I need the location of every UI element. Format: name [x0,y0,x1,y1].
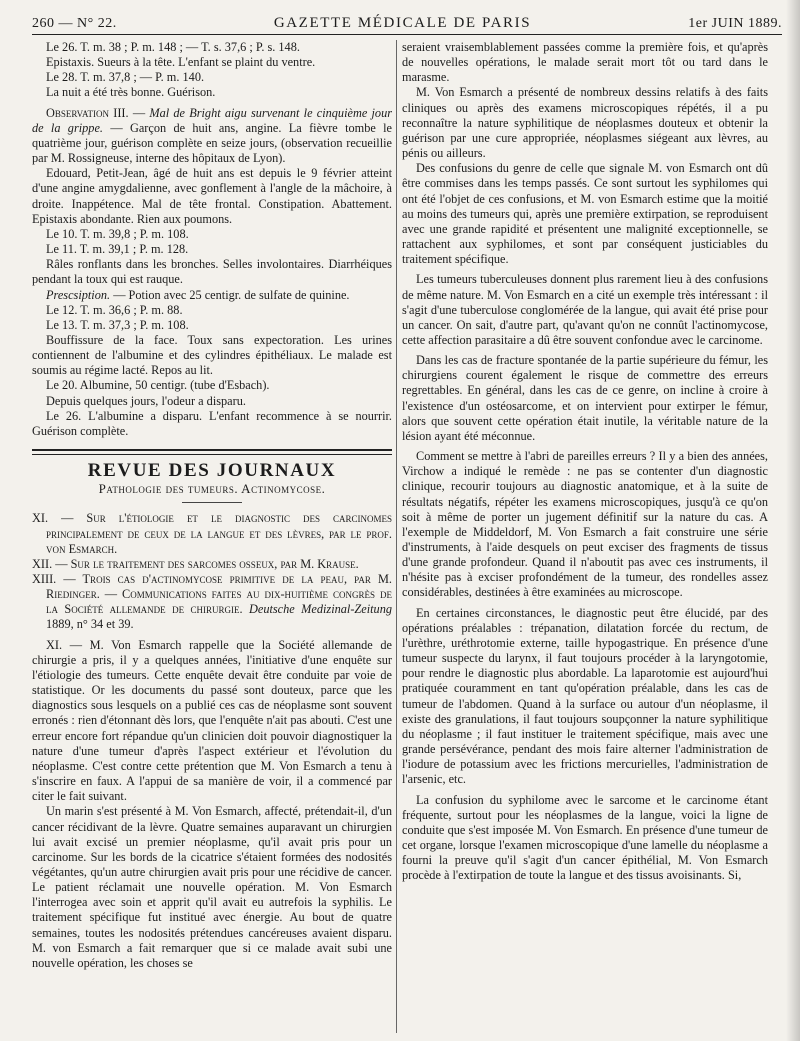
paragraph: Un marin s'est présenté à M. Von Esmarch, affecté, prétendait-il, d'un cancer récidivant de la lèvre. Quatre semaines auparavant un chirurgien lui avait excisé un premier néoplasme, qu'il avait pris pour un carcinome. Sur les bords de la cicatrice s'étaient formées des nodosités végétantes, qu'un autre chirurgien avait pris pour une récidive de cancer. Le patient réclamait une nouvelle opération. M. Von Esmarch l'interrogea avec soin et apprit qu'il avait eu autrefois la syphilis. Le traitement spécifique fut institué avec énergie. Au bout de quatre semaines, toutes les nodosités prétendues cancéreuses avaient disparu. M. von Esmarch a fait remarquer que si ce malade avait subi une nouvelle opération, les choses se [32,804,392,970]
case-line: Epistaxis. Sueurs à la tête. L'enfant se plaint du ventre. [46,55,316,70]
prescription-label: Prescsiption. [46,287,111,302]
paragraph: Les tumeurs tuberculeuses donnent plus rarement lieu à des confusions de même nature. M. Von Esmarch en a cité un exemple très intéressant : il s'agit d'une tuberculose conglomérée de la langue, qui avait été prise pour un cancer. On sait, d'autre part, qu'avant qu'on ne connût l'actinomycose, cette affection parasitaire a dû être souvent confondue avec le carcinome. [402,272,768,347]
journal-ref: 1889, n° 34 et 39. [46,617,134,632]
paragraph: La confusion du syphilome avec le sarcome et le carcinome étant fréquente, surtout pour les néoplasmes de la langue, voici la ligne de conduite que s'est imposée M. Von Esmarch. En présence d'une tumeur de cet organe, lorsque l'examen microscopique d'une lamelle du néoplasme a fourni la preuve qu'il s'agit d'un cancer épithélial, M. Von Esmarch procède à l'extirpation de toute la langue et des tissus avoisinants. Si, [402,792,768,883]
paragraph: En certaines circonstances, le diagnostic peut être élucidé, par des opérations préalables : trépanation, dilatation forcée du rectum, de l'urèthre, uréthrotomie externe, taille hypogastrique. En présence d'une tumeur suspecte du larynx, il faut toujours procéder à la laryngotomie, pour rendre le diagnostic plus abordable. La laparotomie est aujourd'hui pratiquée couramment en tant qu'opération préalable, dans les cas de tumeur de l'abdomen. Quand à la surface ou autour d'un néoplasme, il existe des granulations, il faut toujours soupçonner la nature syphilitique du néoplasme ; il faut instituer le traitement spécifique, mais avec une grande persévérance, pendant des mois faire alterner l'administration de l'iodure de potassium avec les frictions mercurielles, l'administration de l'arsenic, etc. [402,605,768,787]
subsection-rule [182,502,242,503]
paragraph: Râles ronflants dans les bronches. Selles involontaires. Diarrhéiques pendant la toux qui est rauque. [32,257,392,287]
left-column [32,40,392,1033]
paragraph: Des confusions du genre de celle que signale M. von Esmarch ont dû être commises dans les temps passés. Ce sont surtout les syphilomes qui ont été l'objet de ces confusions, et M. von Esmarch estime que la moitié au moins des tumeurs qui, après une première extirpation, se reproduisent avec une grande rapidité et présentent une malignité exceptionnelle, se rattachent aux syphilomes, et sont par conséquent justiciables du traitement spécifique. [402,161,768,267]
paragraph: M. Von Esmarch a présenté de nombreux dessins relatifs à des faits cliniques ou après des examens microscopiques répétés, il a pu reconnaître la nature syphilitique de néoplasmes douteux et obtenir la guérison par une cure appropriée, néoplasmes siégeant aux lèvres, au pénis ou ailleurs. [402,85,768,161]
page-number: 260 — N° 22. [32,16,117,31]
article-heading: XIII. — Trois cas d'actinomycose primitive de la peau, par M. Riedinger. — Communications faites au dix-huitième congrès de la Société allemande de chirurgie. Deutsche Medizinal-Zeitung 1889, n° 34 et 39. [32,572,392,632]
case-line: Depuis quelques jours, l'odeur a disparu. [46,393,246,408]
page-header [32,8,782,32]
scan-edge-shadow [786,0,800,1041]
observation-label: Observation III. [46,105,129,120]
column-separator [396,40,397,1033]
case-line: Le 11. T. m. 39,1 ; P. m. 128. [46,242,189,257]
issue-date: 1er JUIN 1889. [688,16,782,31]
case-line: Le 12. T. m. 36,6 ; P. m. 88. [46,302,183,317]
article-heading: XII. — Sur le traitement des sarcomes osseux, par M. Krause. [32,556,359,571]
paragraph: Comment se mettre à l'abri de pareilles erreurs ? Il y a bien des années, Virchow a indiqué le remède : ne pas se contenter d'un diagnostic clinique, recourir toujours au diagnostic anatomique, et à la suite de résultats négatifs, répéter les examens microscopiques, jusqu'à ce qu'on soit à même de porter un jugement définitif sur la nature du cas. A l'exemple de Middeldorf, M. Von Esmarch a fait construire une série d'instruments, à l'aide desquels on peut exciser des fragments de tissus d'une grande profondeur. Quand il n'aboutit pas avec ces instruments, il n'hésite pas à exciser profondément de la tumeur, des rondelles assez considérables, destinées à être examinées au microscope. [402,449,768,600]
case-line: Le 20. Albumine, 50 centigr. (tube d'Esbach). [46,378,270,393]
case-line: Le 26. T. m. 38 ; P. m. 148 ; — T. s. 37,6 ; P. s. 148. [46,40,300,54]
journal-name: Deutsche Medizinal-Zeitung [248,602,392,617]
right-column [402,40,768,1033]
paragraph: Bouffissure de la face. Toux sans expectoration. Les urines contiennent de l'albumine et des cylindres épithéliaux. Le malade est soumis au régime lacté. Repos au lit. [32,332,392,378]
observation-paragraph: Observation III. — Mal de Bright aigu survenant le cinquième jour de la grippe. — Garçon de huit ans, angine. La fièvre tombe le quatrième jour, guérison complète en seize jours, (observation recueillie par M. Rossigneuse, interne des hôpitaux de Lyon). [32,105,392,166]
observation-title: Mal de Bright aigu survenant le cinquième jour de la grippe. [32,105,392,135]
section-rule [32,449,392,455]
case-line: Le 28. T. m. 37,8 ; — P. m. 140. [46,70,205,85]
paragraph: XI. — M. Von Esmarch rappelle que la Société allemande de chirurgie a pris, il y a quelques années, l'initiative d'une enquête sur l'étiologie des tumeurs. Cette enquête devait être conduite par voie de statistique. Or les documents du passé sont douteux, parce que les diagnostics sous lesquels on a publié ces cas de néoplasme sont souvent erronés : rien d'étonnant dès lors, que l'enquête n'ait pas abouti. C'est une erreur encore fort répandue qu'un clinicien doit pouvoir diagnostiquer la nature d'une tumeur d'après l'aspect extérieur et l'évolution du néoplasme. C'est contre cette prétention que M. Von Esmarch a tenu à s'inscrire en faux. A l'appui de sa manière de voir, il a commencé par citer le fait suivant. [32,637,392,804]
case-line: Le 10. T. m. 39,8 ; P. m. 108. [46,226,189,241]
journal-title: GAZETTE MÉDICALE DE PARIS [273,15,532,31]
article-heading: XI. — Sur l'étiologie et le diagnostic des carcinomes principalement de ceux de la langue et des lèvres, par le prof. von Esmarch. [32,511,392,556]
case-line: Le 13. T. m. 37,3 ; P. m. 108. [46,317,189,332]
section-title: REVUE DES JOURNAUX [87,460,337,482]
paragraph: Edouard, Petit-Jean, âgé de huit ans est depuis le 9 février atteint d'une angine amygdalienne, avec gonflement à l'angle de la mâchoire, à droite. Inappétence. Mal de tête frontal. Constipation. Abattement. Epistaxis abondante. Rien aux poumons. [32,166,392,226]
paragraph: Le 26. L'albumine a disparu. L'enfant recommence à se nourrir. Guérison complète. [32,408,392,438]
subsection-title: Pathologie des tumeurs. Actinomycose. [98,481,326,497]
header-rule [32,34,782,35]
prescription-text: — Potion avec 25 centigr. de sulfate de quinine. [113,287,350,302]
paragraph: Dans les cas de fracture spontanée de la partie supérieure du fémur, les chirurgiens courent également le risque de commettre des erreurs regrettables. En général, dans les cas de ce genre, on incline à croire à l'existence d'un ostéosarcome, et on intervient pour extirper le fémur, alors que souvent cette opération était inutile, la véritable nature de la lésion ayant été méconnue. [402,353,768,443]
case-line: La nuit a été très bonne. Guérison. [46,85,216,100]
paragraph: seraient vraisemblablement passées comme la première fois, et qu'après de nouvelles opérations, le malade serait mort tôt ou tard dans le marasme. [402,40,768,85]
observation-text: — Garçon de huit ans, angine. La fièvre tombe le quatrième jour, guérison complète en seize jours, (observation recueillie par M. Rossigneuse, interne des hôpitaux de Lyon). [32,120,392,166]
prescription [32,288,392,303]
